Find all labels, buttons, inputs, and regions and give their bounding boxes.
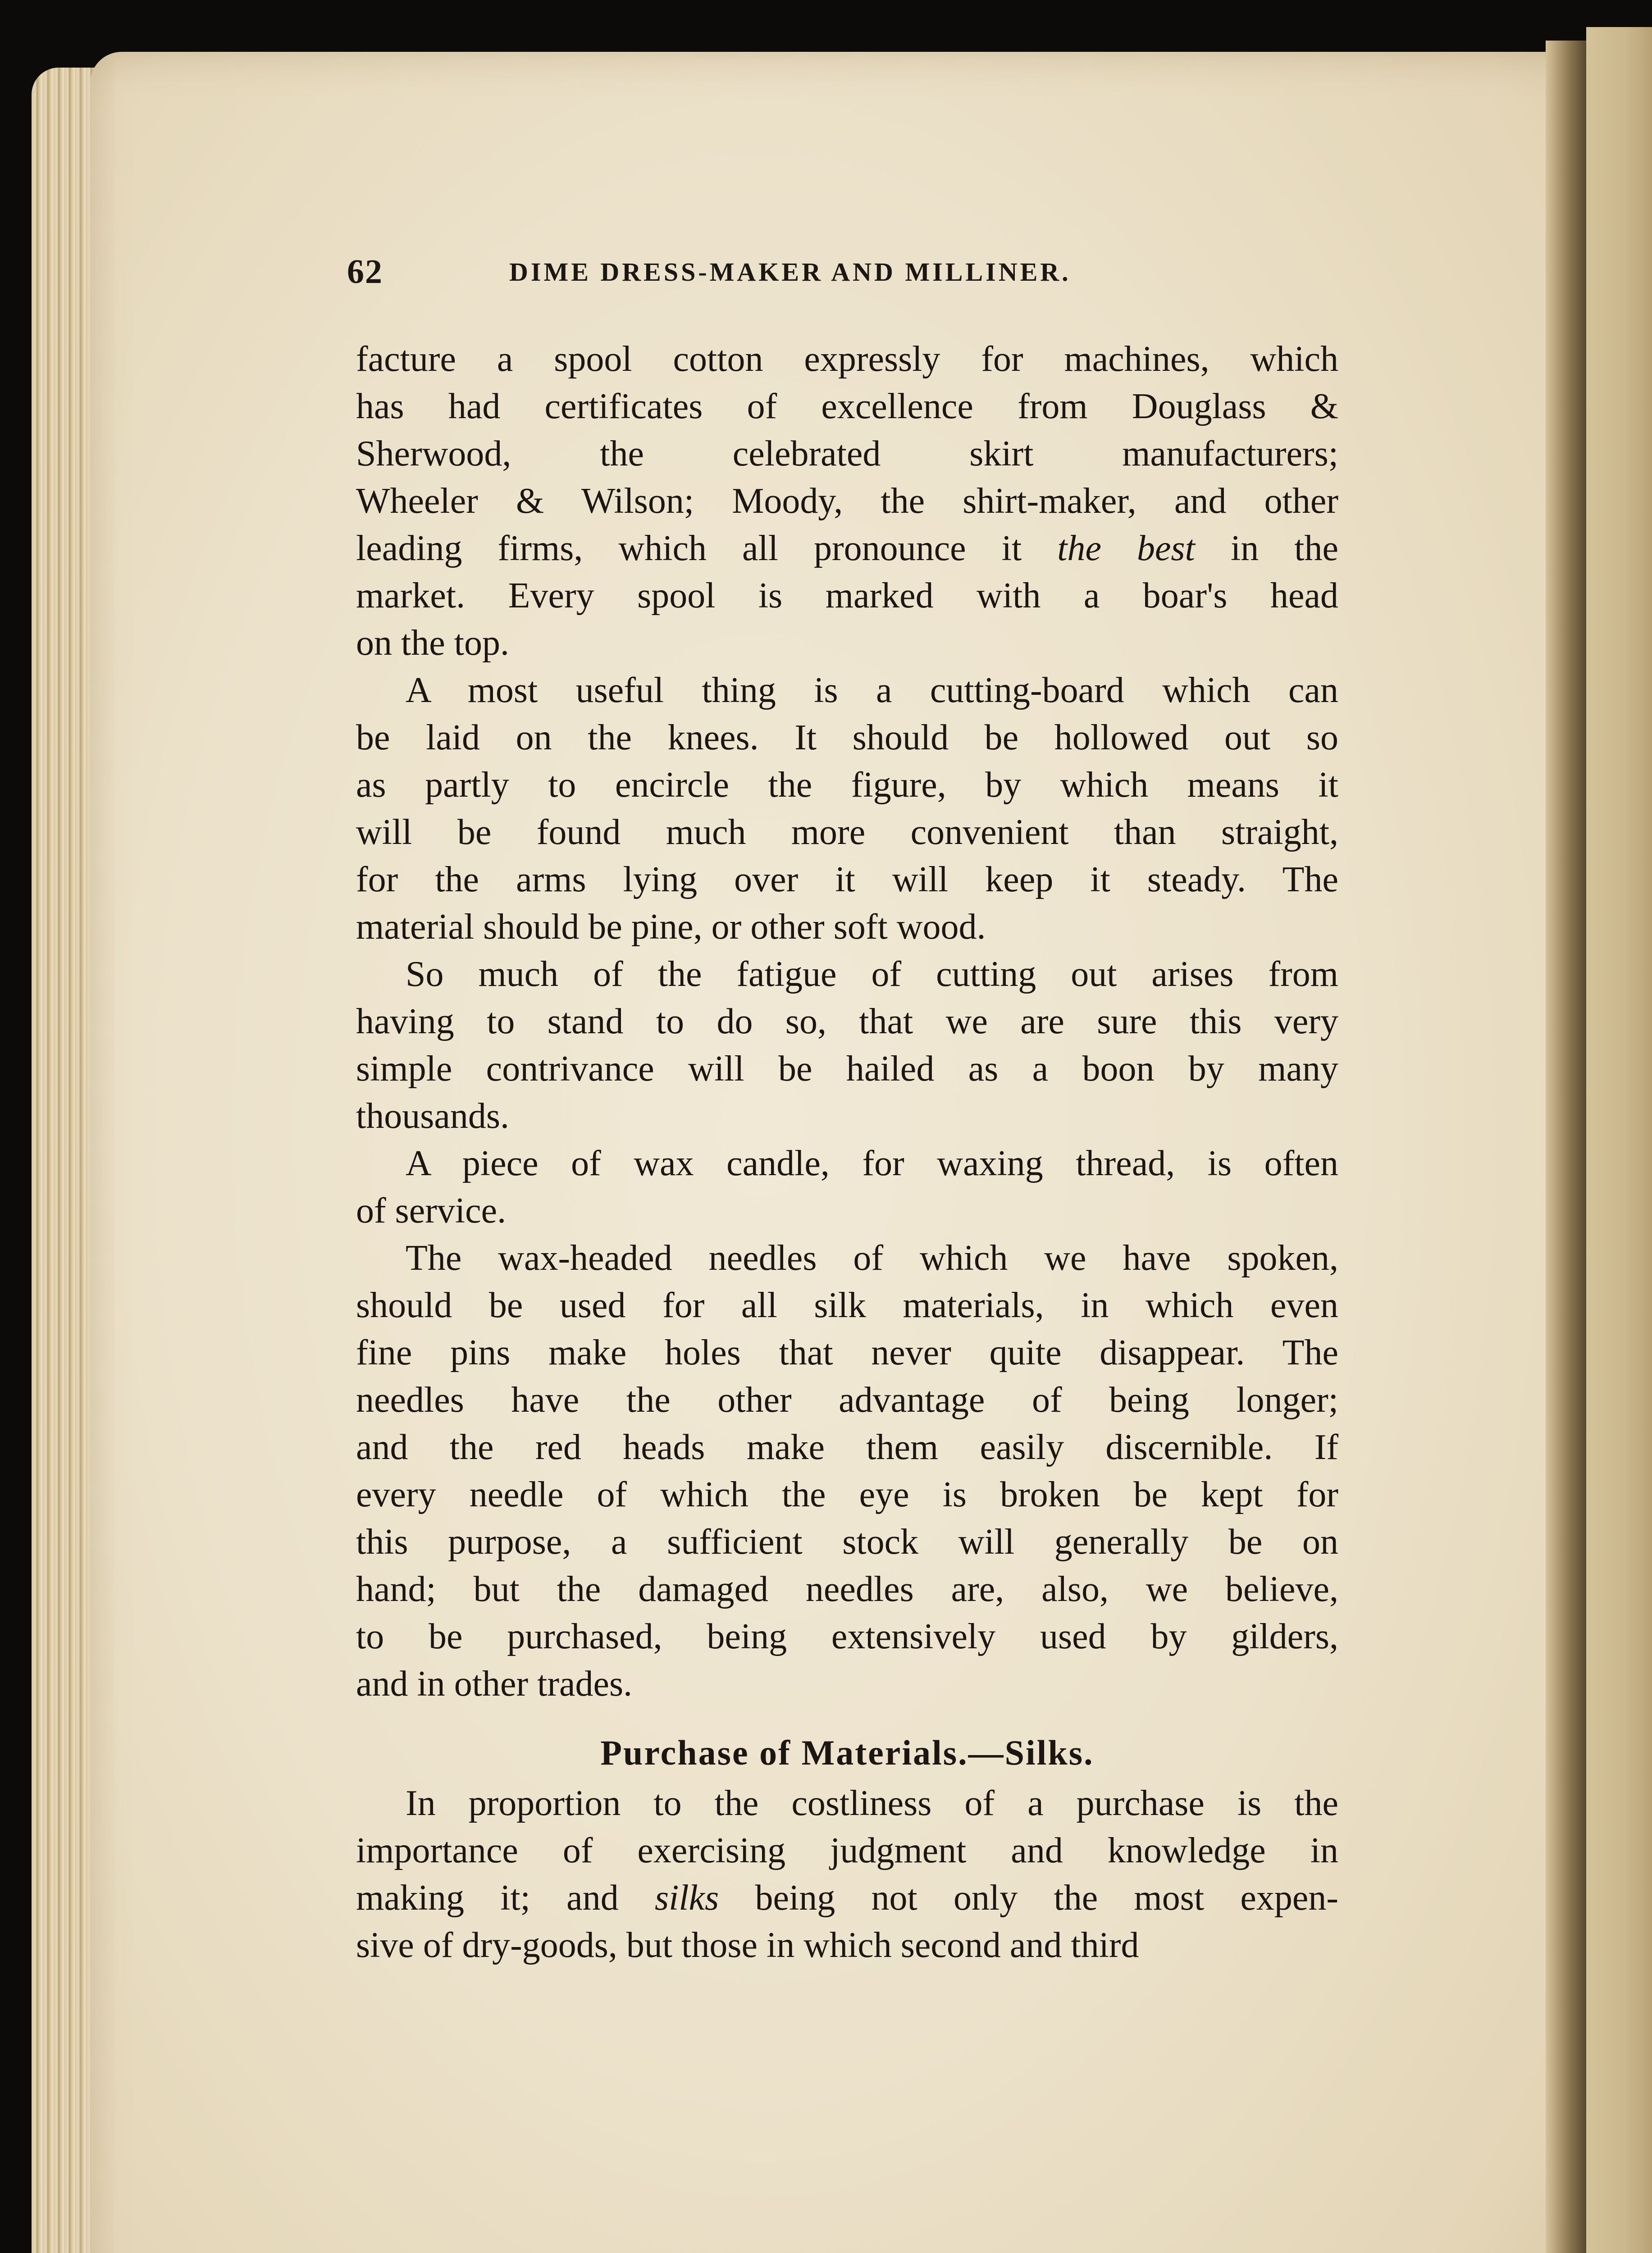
text-line: on the top. [356, 623, 509, 663]
text-line: The wax-headed needles of which we have spoken, [406, 1238, 1338, 1278]
text-line: of service. [356, 1191, 507, 1231]
text-line: Wheeler & Wilson; Moody, the shirt-maker, and other [356, 481, 1338, 521]
text-line: A most useful thing is a cutting-board which can [406, 670, 1338, 710]
text-run: leading firms, which all pronounce it [356, 529, 1058, 568]
text-line: simple contrivance will be hailed as a boon by many [356, 1049, 1338, 1089]
text-line: facture a spool cotton expressly for machines, which [356, 339, 1338, 379]
text-line: every needle of which the eye is broken be kept for [356, 1475, 1338, 1514]
text-line [356, 1874, 1338, 1922]
italic-text: the best [1057, 529, 1195, 568]
text-line: will be found much more convenient than straight, [356, 812, 1338, 852]
text-line: In proportion to the costliness of a purchase is the [406, 1783, 1338, 1823]
text-line: needles have the other advantage of being longer; [356, 1380, 1338, 1420]
paragraph [356, 1140, 1338, 1235]
text-line: So much of the fatigue of cutting out arises from [406, 954, 1338, 994]
facing-page-edge [1586, 27, 1652, 2253]
paragraph [356, 667, 1338, 951]
text-line: market. Every spool is marked with a boar's head [356, 576, 1338, 616]
text-line: and in other trades. [356, 1664, 633, 1704]
text-line: fine pins make holes that never quite disappear. The [356, 1333, 1338, 1373]
text-line: having to stand to do so, that we are sure this very [356, 1002, 1338, 1041]
paragraph [356, 1235, 1338, 1708]
text-line: hand; but the damaged needles are, also, we believe, [356, 1569, 1338, 1609]
paragraph [356, 1780, 1338, 1969]
text-line: material should be pine, or other soft wood. [356, 907, 986, 947]
text-line: importance of exercising judgment and knowledge in [356, 1831, 1338, 1870]
text-line: has had certificates of excellence from Douglass & [356, 387, 1338, 426]
text-line: thousands. [356, 1096, 509, 1136]
text-line: and the red heads make them easily discernible. If [356, 1428, 1338, 1467]
text-line [356, 525, 1338, 572]
text-run: making it; and [356, 1878, 655, 1918]
text-line: for the arms lying over it will keep it steady. The [356, 860, 1338, 899]
text-line: sive of dry-goods, but those in which second and third [356, 1925, 1139, 1965]
text-line: be laid on the knees. It should be hollowed out so [356, 718, 1338, 757]
page-number: 62 [347, 253, 383, 291]
running-head [347, 252, 1374, 293]
text-line: Sherwood, the celebrated skirt manufacturers; [356, 434, 1338, 474]
text-line: this purpose, a sufficient stock will generally be on [356, 1522, 1338, 1562]
body-text [356, 336, 1338, 1969]
running-head-title: DIME DRESS-MAKER AND MILLINER. [509, 257, 1071, 287]
text-run: in the [1195, 529, 1338, 568]
text-line: to be purchased, being extensively used by gilders, [356, 1617, 1338, 1656]
paragraph [356, 336, 1338, 667]
paragraph [356, 951, 1338, 1140]
italic-text: silks [654, 1878, 719, 1918]
text-run: being not only the most expen- [719, 1878, 1338, 1918]
section-heading: Purchase of Materials.—Silks. [600, 1733, 1094, 1772]
text-line: as partly to encircle the figure, by which means it [356, 765, 1338, 805]
text-line: should be used for all silk materials, in which even [356, 1286, 1338, 1325]
text-line: A piece of wax candle, for waxing thread, is often [406, 1144, 1338, 1183]
